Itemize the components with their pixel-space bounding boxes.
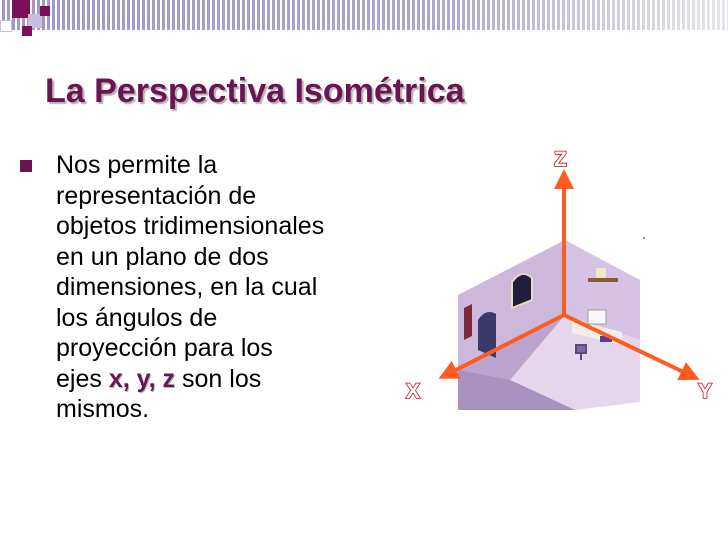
decor-square: [0, 20, 12, 32]
shelf: [588, 278, 618, 282]
bullet-line: los ángulos de: [56, 303, 218, 332]
axes-term: x, y, z: [108, 364, 176, 393]
bullet-line: dimensiones, en la cual: [56, 273, 318, 301]
shelf-item: [596, 268, 606, 278]
bullet-line: objetos tridimensionales: [56, 212, 325, 240]
axis-z-label: Z: [554, 148, 567, 171]
bullet-line-axes: [56, 364, 324, 395]
bullet-line: Nos permite la: [56, 151, 218, 179]
bullet-line: proyección para los: [56, 334, 273, 362]
isometric-room-figure: [400, 140, 728, 410]
decor-square: [40, 6, 50, 16]
slide-title: La Perspectiva Isométrica: [45, 72, 465, 110]
axis-x-label: X: [406, 380, 421, 403]
axis-y-label: Y: [698, 380, 713, 403]
decor-square: [22, 26, 32, 36]
bullet-suffix: son los: [175, 364, 262, 393]
bullet-text: [56, 150, 324, 425]
bullet-prefix: ejes: [56, 364, 109, 393]
bullet-line: representación de: [56, 181, 257, 210]
figure-dot: [643, 237, 645, 239]
bullet-line: mismos.: [56, 395, 150, 423]
header-stripe-fade: [0, 0, 728, 30]
bullet-line: en un plano de dos: [56, 242, 269, 271]
picture-frame: [464, 304, 472, 340]
computer-monitor: [588, 310, 606, 324]
bullet-square-icon: [20, 160, 32, 172]
